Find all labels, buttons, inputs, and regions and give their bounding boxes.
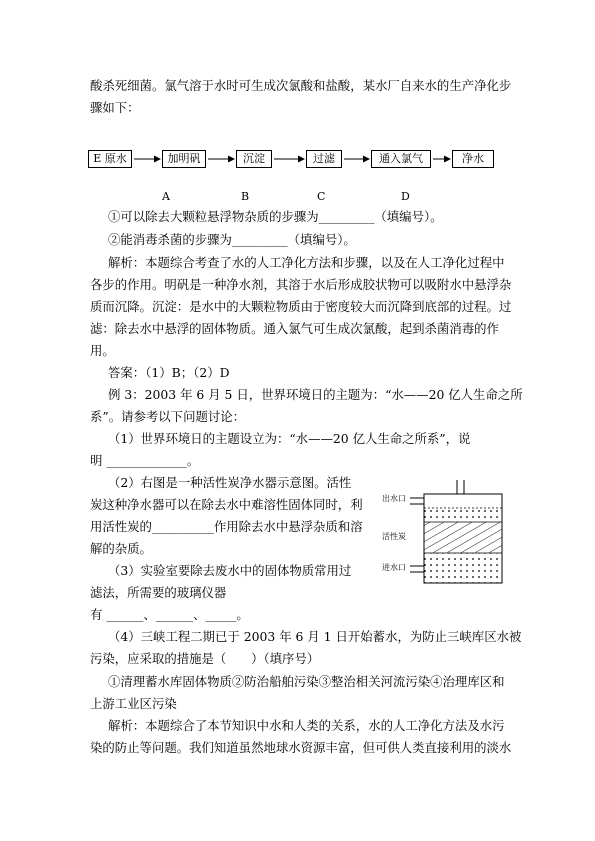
analysis-line: 解析：本题综合了本节知识中水和人类的关系，水的人工净化方法及水污 — [108, 718, 505, 733]
subquestion-2-line: （2）右图是一种活性炭净水器示意图。活性 — [108, 475, 352, 490]
flow-step-chlorine: 通入氯气 — [371, 150, 431, 168]
question-1: ①可以除去大颗粒悬浮物杂质的步骤为_________（填编号）。 — [108, 209, 443, 224]
paragraph-line: 酸杀死细菌。氯气溶于水时可生成次氯酸和盐酸，某水厂自来水的生产净化步 — [90, 78, 512, 93]
analysis-line: 各步的作用。明矾是一种净水剂，其溶于水后形成胶状物可以吸附水中悬浮杂 — [90, 277, 512, 292]
step-label-d: D — [401, 190, 410, 203]
flow-step-filter: 过滤 — [306, 150, 342, 168]
analysis-line: 滤：除去水中悬浮的固体物质。通入氯气可生成次氯酸，起到杀菌消毒的作 — [90, 321, 499, 336]
subquestion-4-line: 污染，应采取的措施是（ ）（填序号） — [90, 651, 320, 666]
inlet-label: 进水口 — [382, 563, 406, 572]
subquestion-4-line: （4）三峡工程二期已于 2003 年 6 月 1 日开始蓄水，为防止三峡库区水被 — [108, 629, 522, 644]
options-line: 上游工业区污染 — [90, 696, 177, 711]
question-2: ②能消毒杀菌的步骤为_________（填编号）。 — [108, 232, 356, 247]
flow-step-settle: 沉淀 — [236, 150, 272, 168]
analysis-line: 解析：本题综合考查了水的人工净化方法和步骤，以及在人工净化过程中 — [108, 255, 505, 270]
subquestion-2-line: 用活性炭的__________作用除去水中悬浮杂质和溶 — [90, 519, 363, 534]
answer-line: 答案：（1）B；（2）D — [108, 365, 230, 380]
subquestion-1-line: （1）世界环境日的主题设立为：“水——20 亿人生命之所系”，说 — [108, 431, 471, 446]
flow-arrows — [0, 0, 595, 200]
charcoal-label: 活性炭 — [382, 532, 406, 541]
step-label-a: A — [162, 190, 170, 203]
analysis-line: 质而沉降。沉淀：是水中的大颗粒物质由于密度较大而沉降到底部的过程。过 — [90, 299, 512, 314]
subquestion-1-line: 明 _____________。 — [90, 453, 200, 468]
subquestion-2-line: 解的杂质。 — [90, 541, 152, 556]
outlet-label: 出水口 — [382, 494, 406, 503]
flow-step-add-alum: 加明矾 — [162, 150, 206, 168]
subquestion-3-line: 滤法，所需要的玻璃仪器 — [90, 585, 227, 600]
analysis-line: 染的防止等问题。我们知道虽然地球水资源丰富，但可供人类直接利用的淡水 — [90, 740, 512, 755]
step-label-c: C — [317, 190, 326, 203]
example-line: 系”。请参考以下问题讨论： — [90, 409, 246, 424]
example-line: 例 3：2003 年 6 月 5 日，世界环境日的主题为：“水——20 亿人生命之所 — [108, 387, 523, 402]
water-filter-diagram — [380, 478, 505, 590]
analysis-line: 用。 — [90, 343, 115, 358]
subquestion-3-line: （3）实验室要除去废水中的固体物质常用过 — [108, 563, 352, 578]
options-line: ①清理蓄水库固体物质②防治船舶污染③整治相关河流污染④治理库区和 — [108, 674, 505, 689]
subquestion-2-line: 炭这种净水器可以在除去水中难溶性固体同时，利 — [90, 497, 363, 512]
paragraph-line: 骤如下： — [90, 100, 140, 115]
flow-step-raw-water: E 原水 — [88, 150, 132, 168]
step-label-b: B — [241, 190, 250, 203]
subquestion-3-line: 有 ______、______、_____。 — [90, 607, 249, 622]
flow-step-clean-water: 净水 — [452, 150, 494, 168]
